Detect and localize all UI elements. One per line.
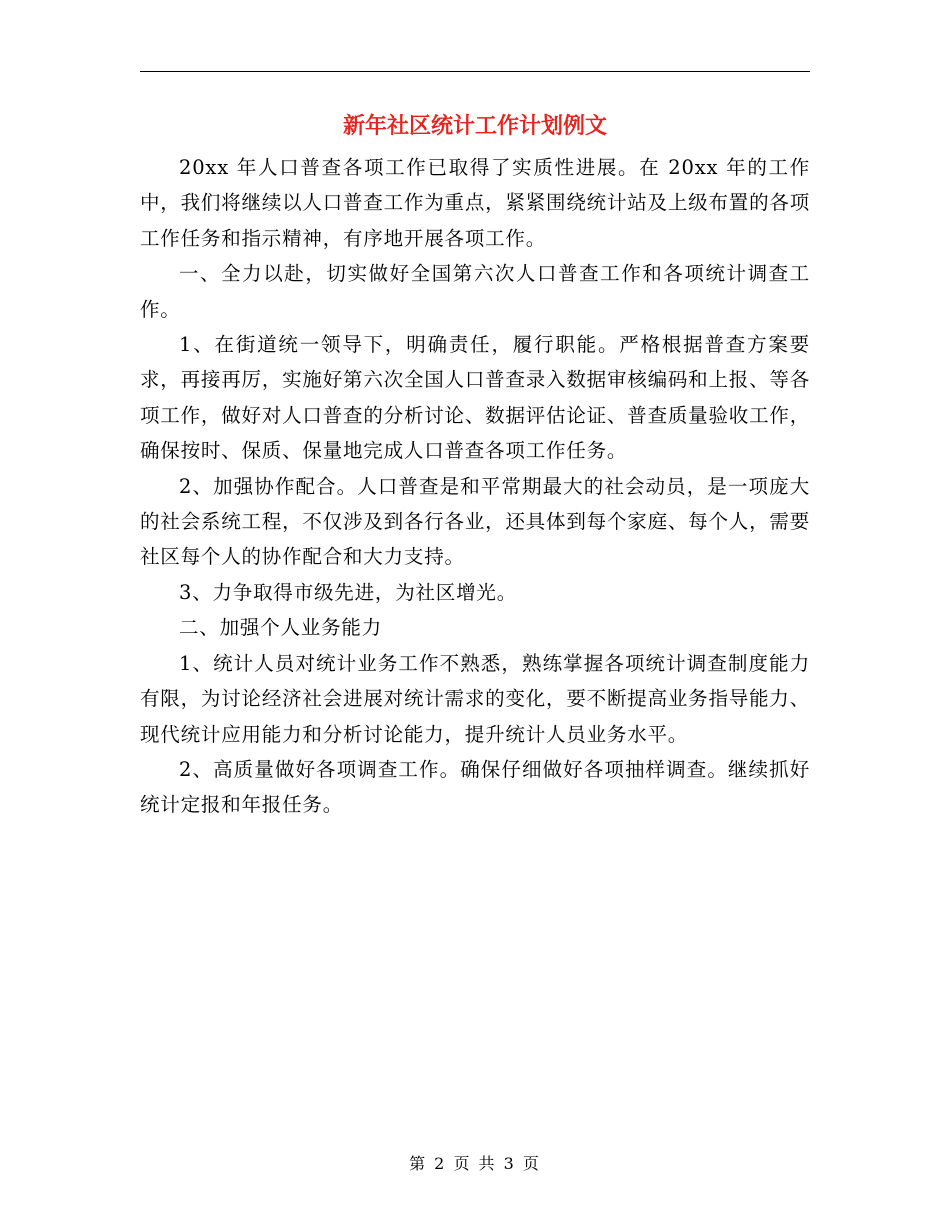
paragraph-section-2-heading: 二、加强个人业务能力 [179, 616, 383, 640]
document-body [140, 150, 810, 823]
paragraph-section-2-item-2: 2、高质量做好各项调查工作。确保仔细做好各项抽样调查。继续抓好统计定报和年报任务。 [140, 757, 810, 817]
paragraph-section-1-item-2: 2、加强协作配合。人口普查是和平常期最大的社会动员，是一项庞大的社会系统工程，不仅涉及到各行各业，还具体到每个家庭、每个人，需要社区每个人的协作配合和大力支持。 [140, 474, 810, 569]
paragraph-section-1-heading: 一、全力以赴，切实做好全国第六次人口普查工作和各项统计调查工作。 [140, 262, 810, 321]
document-title: 新年社区统计工作计划例文 [342, 113, 607, 139]
paragraph-intro: 20xx 年人口普查各项工作已取得了实质性进展。在 20xx 年的工作中，我们将继续以人口普查工作为重点，紧紧围绕统计站及上级布置的各项工作任务和指示精神，有序地开展各项工作。 [140, 156, 810, 250]
paragraph-section-1-item-3: 3、力争取得市级先进，为社区增光。 [179, 580, 518, 604]
paragraph-section-1-item-1: 1、在街道统一领导下，明确责任，履行职能。严格根据普查方案要求，再接再厉，实施好第六次全国人口普查录入数据审核编码和上报、等各项工作，做好对人口普查的分析讨论、数据评估论证、普查质量验收工作，确保按时、保质、保量地完成人口普查各项工作任务。 [140, 333, 810, 463]
header-rule [140, 71, 810, 72]
page-number: 第 2 页 共 3 页 [409, 1154, 541, 1173]
paragraph-section-2-item-1: 1、统计人员对统计业务工作不熟悉，熟练掌握各项统计调查制度能力有限，为讨论经济社会进展对统计需求的变化，要不断提高业务指导能力、现代统计应用能力和分析讨论能力，提升统计人员业务水平。 [140, 651, 810, 746]
